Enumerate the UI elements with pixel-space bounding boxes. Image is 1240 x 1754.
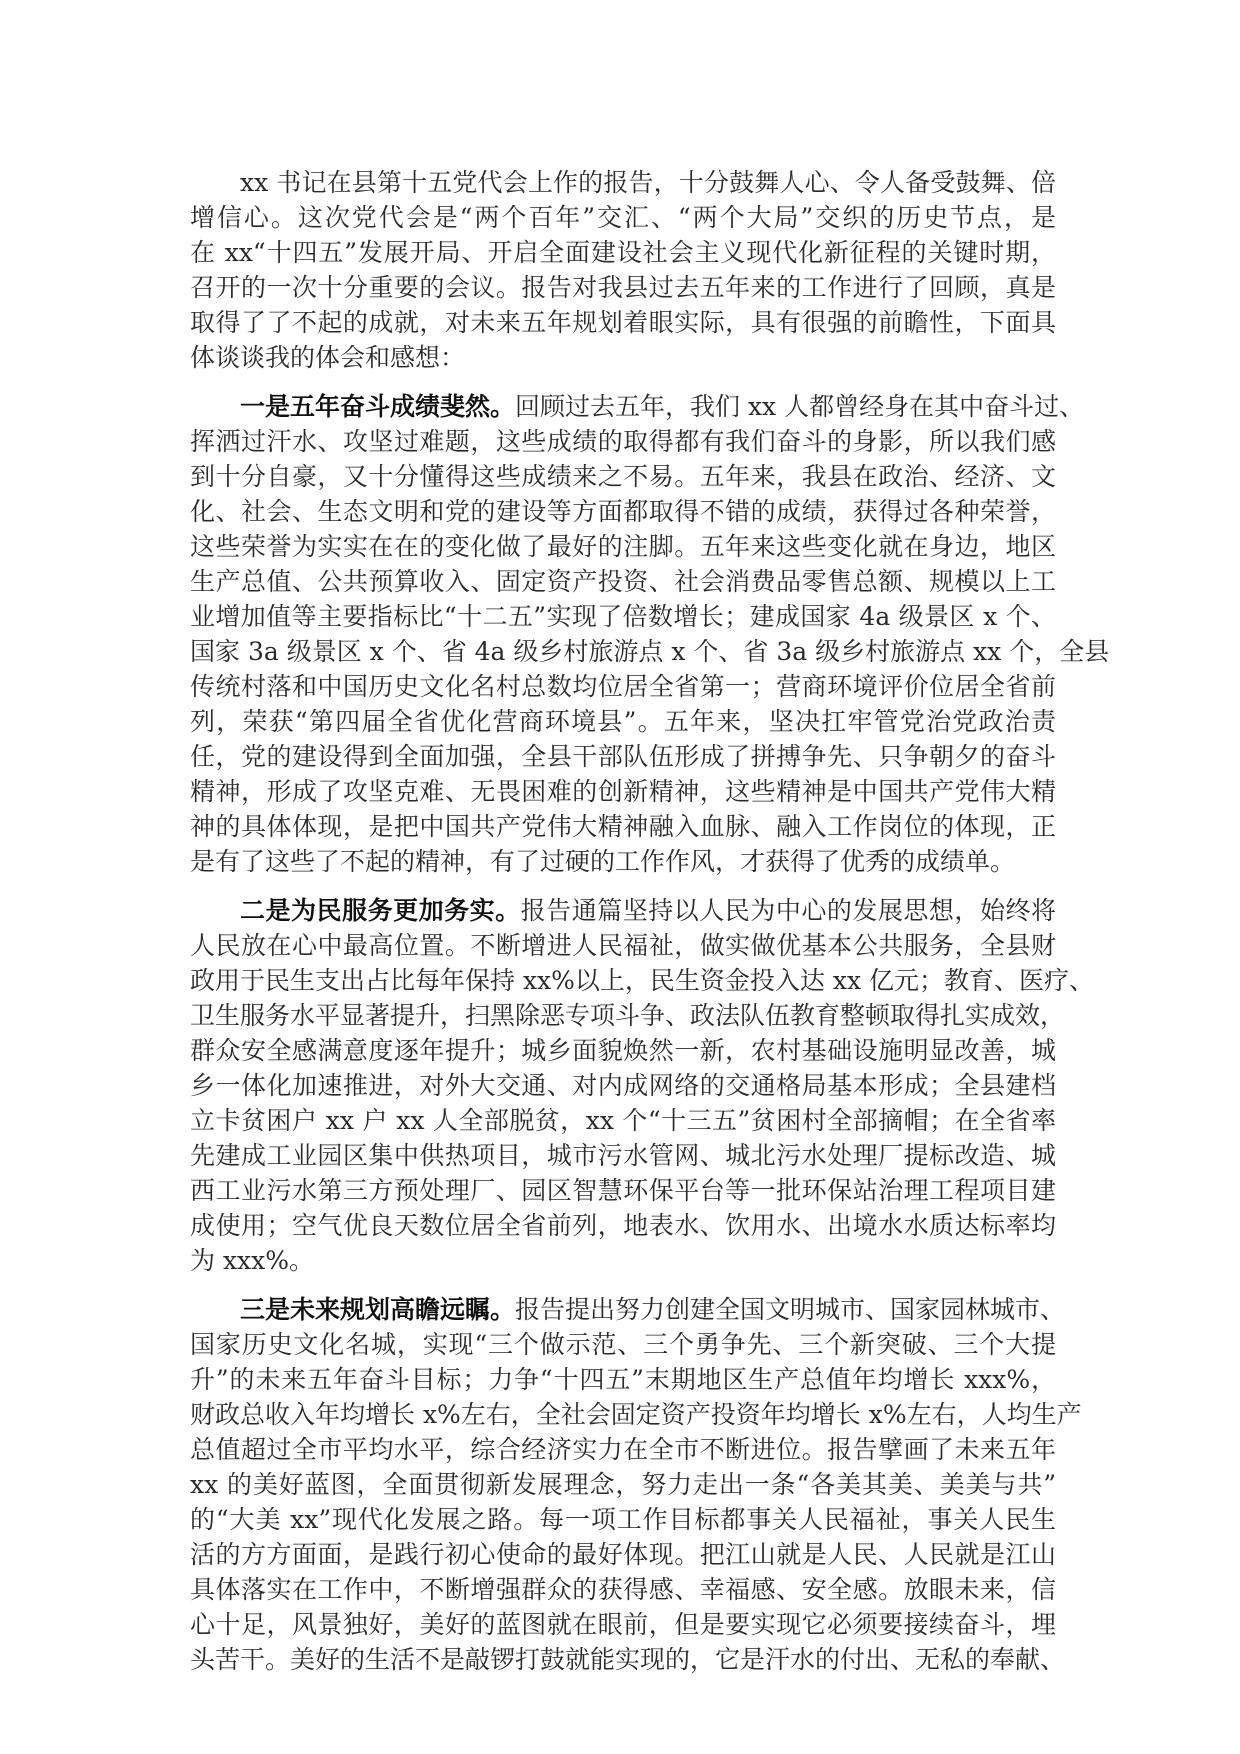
text-line — [190, 774, 1056, 809]
paragraph-lead-heading: 二是为民服务更加务实。 — [240, 896, 521, 925]
line-text: 回顾过去五年，我们 xx 人都曾经身在其中奋斗过、 — [515, 392, 1085, 421]
line-text: 财政总收入年均增长 x%左右，全社会固定资产投资年均增长 x%左右，人均生产 — [190, 1400, 1082, 1429]
line-text: 精神，形成了攻坚克难、无畏困难的创新精神，这些精神是中国共产党伟大精 — [190, 777, 1056, 806]
text-line — [190, 1572, 1056, 1607]
text-line — [190, 424, 1056, 459]
text-line — [190, 599, 1056, 634]
text-line — [190, 1362, 1056, 1397]
text-line — [190, 739, 1056, 774]
text-line — [190, 165, 1056, 200]
line-text: 神的具体体现，是把中国共产党伟大精神融入血脉、融入工作岗位的体现，正 — [190, 812, 1056, 841]
text-line — [190, 1208, 1056, 1243]
line-text: xx 的美好蓝图，全面贯彻新发展理念，努力走出一条“各美其美、美美与共” — [190, 1470, 1056, 1499]
paragraph-lead-heading: 三是未来规划高瞻远瞩。 — [240, 1295, 516, 1324]
text-line — [190, 389, 1085, 424]
line-text: 挥洒过汗水、攻坚过难题，这些成绩的取得都有我们奋斗的身影，所以我们感 — [190, 427, 1056, 456]
paragraph — [190, 1292, 1082, 1677]
text-line — [190, 998, 1066, 1033]
text-line — [190, 634, 1110, 669]
text-line — [190, 340, 1056, 375]
line-text: 国家历史文化名城，实现“三个做示范、三个勇争先、三个新突破、三个大提 — [190, 1330, 1056, 1359]
text-line — [190, 1292, 1066, 1327]
line-text: 升”的未来五年奋斗目标；力争“十四五”末期地区生产总值年均增长 xxx%， — [190, 1365, 1056, 1394]
text-line — [190, 1537, 1056, 1572]
line-text: 为 xxx%。 — [190, 1246, 314, 1275]
line-text: 报告提出努力创建全国文明城市、国家园林城市、 — [515, 1295, 1066, 1324]
text-line — [190, 844, 1056, 879]
line-text: 传统村落和中国历史文化名村总数均位居全省第一；营商环境评价位居全省前 — [190, 672, 1056, 701]
line-text: xx 书记在县第十五党代会上作的报告，十分鼓舞人心、令人备受鼓舞、倍 — [240, 168, 1056, 197]
text-line — [190, 928, 1056, 963]
line-text: 报告通篇坚持以人民为中心的发展思想，始终将 — [520, 896, 1056, 925]
text-line — [190, 1432, 1056, 1467]
line-text: 增信心。这次党代会是“两个百年”交汇、“两个大局”交织的历史节点，是 — [190, 203, 1056, 232]
line-text: 化、社会、生态文明和党的建设等方面都取得不错的成绩，获得过各种荣誉， — [190, 497, 1056, 526]
line-text: 头苦干。美好的生活不是敲锣打鼓就能实现的，它是汗水的付出、无私的奉献、 — [190, 1645, 1066, 1674]
paragraph — [190, 893, 1094, 1278]
line-text: 体谈谈我的体会和感想： — [190, 343, 466, 372]
paragraph — [190, 165, 1056, 375]
text-line — [190, 963, 1094, 998]
line-text: 召开的一次十分重要的会议。报告对我县过去五年来的工作进行了回顾，真是 — [190, 273, 1056, 302]
text-line — [190, 704, 1056, 739]
text-line — [190, 1033, 1056, 1068]
line-text: 业增加值等主要指标比“十二五”实现了倍数增长；建成国家 4a 级景区 x 个、 — [190, 602, 1056, 631]
line-text: 是有了这些了不起的精神，有了过硬的工作作风，才获得了优秀的成绩单。 — [190, 847, 1016, 876]
text-line — [190, 200, 1056, 235]
line-text: 列，荣获“第四届全省优化营商环境县”。五年来，坚决扛牢管党治党政治责 — [190, 707, 1056, 736]
text-line — [190, 1173, 1056, 1208]
line-text: 人民放在心中最高位置。不断增进人民福祉，做实做优基本公共服务，全县财 — [190, 931, 1056, 960]
line-text: 国家 3a 级景区 x 个、省 4a 级乡村旅游点 x 个、省 3a 级乡村旅游点 xx 个，全县 — [190, 637, 1110, 666]
line-text: 西工业污水第三方预处理厂、园区智慧环保平台等一批环保站治理工程项目建 — [190, 1176, 1056, 1205]
line-text: 的“大美 xx”现代化发展之路。每一项工作目标都事关人民福祉，事关人民生 — [190, 1505, 1056, 1534]
text-line — [190, 305, 1056, 340]
text-line — [190, 893, 1056, 928]
line-text: 总值超过全市平均水平，综合经济实力在全市不断进位。报告擘画了未来五年 — [190, 1435, 1056, 1464]
text-line — [190, 1607, 1056, 1642]
text-line — [190, 1243, 1056, 1278]
text-line — [190, 669, 1056, 704]
text-line — [190, 1068, 1056, 1103]
paragraph-lead-heading: 一是五年奋斗成绩斐然。 — [240, 392, 516, 421]
text-line — [190, 1467, 1056, 1502]
line-text: 具体落实在工作中，不断增强群众的获得感、幸福感、安全感。放眼未来，信 — [190, 1575, 1056, 1604]
text-line — [190, 1327, 1056, 1362]
line-text: 群众安全感满意度逐年提升；城乡面貌焕然一新，农村基础设施明显改善，城 — [190, 1036, 1056, 1065]
text-line — [190, 529, 1056, 564]
line-text: 活的方方面面，是践行初心使命的最好体现。把江山就是人民、人民就是江山 — [190, 1540, 1056, 1569]
text-line — [190, 459, 1056, 494]
document-body — [190, 165, 1110, 1691]
line-text: 卫生服务水平显著提升，扫黑除恶专项斗争、政法队伍教育整顿取得扎实成效， — [190, 1001, 1066, 1030]
text-line — [190, 564, 1056, 599]
line-text: 这些荣誉为实实在在的变化做了最好的注脚。五年来这些变化就在身边，地区 — [190, 532, 1056, 561]
paragraph — [190, 389, 1110, 879]
line-text: 乡一体化加速推进，对外大交通、对内成网络的交通格局基本形成；全县建档 — [190, 1071, 1056, 1100]
text-line — [190, 1397, 1082, 1432]
line-text: 到十分自豪，又十分懂得这些成绩来之不易。五年来，我县在政治、经济、文 — [190, 462, 1056, 491]
line-text: 成使用；空气优良天数位居全省前列，地表水、饮用水、出境水水质达标率均 — [190, 1211, 1056, 1240]
line-text: 心十足，风景独好，美好的蓝图就在眼前，但是要实现它必须要接续奋斗，埋 — [190, 1610, 1056, 1639]
line-text: 取得了了不起的成就，对未来五年规划着眼实际，具有很强的前瞻性，下面具 — [190, 308, 1056, 337]
text-line — [190, 1642, 1066, 1677]
line-text: 在 xx“十四五”发展开局、开启全面建设社会主义现代化新征程的关键时期， — [190, 238, 1056, 267]
line-text: 立卡贫困户 xx 户 xx 人全部脱贫，xx 个“十三五”贫困村全部摘帽；在全省率 — [190, 1106, 1056, 1135]
text-line — [190, 235, 1056, 270]
text-line — [190, 494, 1056, 529]
text-line — [190, 1502, 1056, 1537]
line-text: 生产总值、公共预算收入、固定资产投资、社会消费品零售总额、规模以上工 — [190, 567, 1056, 596]
line-text: 先建成工业园区集中供热项目，城市污水管网、城北污水处理厂提标改造、城 — [190, 1141, 1056, 1170]
text-line — [190, 1138, 1056, 1173]
text-line — [190, 809, 1056, 844]
line-text: 政用于民生支出占比每年保持 xx%以上，民生资金投入达 xx 亿元；教育、医疗、 — [190, 966, 1094, 995]
text-line — [190, 1103, 1056, 1138]
text-line — [190, 270, 1056, 305]
line-text: 任，党的建设得到全面加强，全县干部队伍形成了拼搏争先、只争朝夕的奋斗 — [190, 742, 1056, 771]
